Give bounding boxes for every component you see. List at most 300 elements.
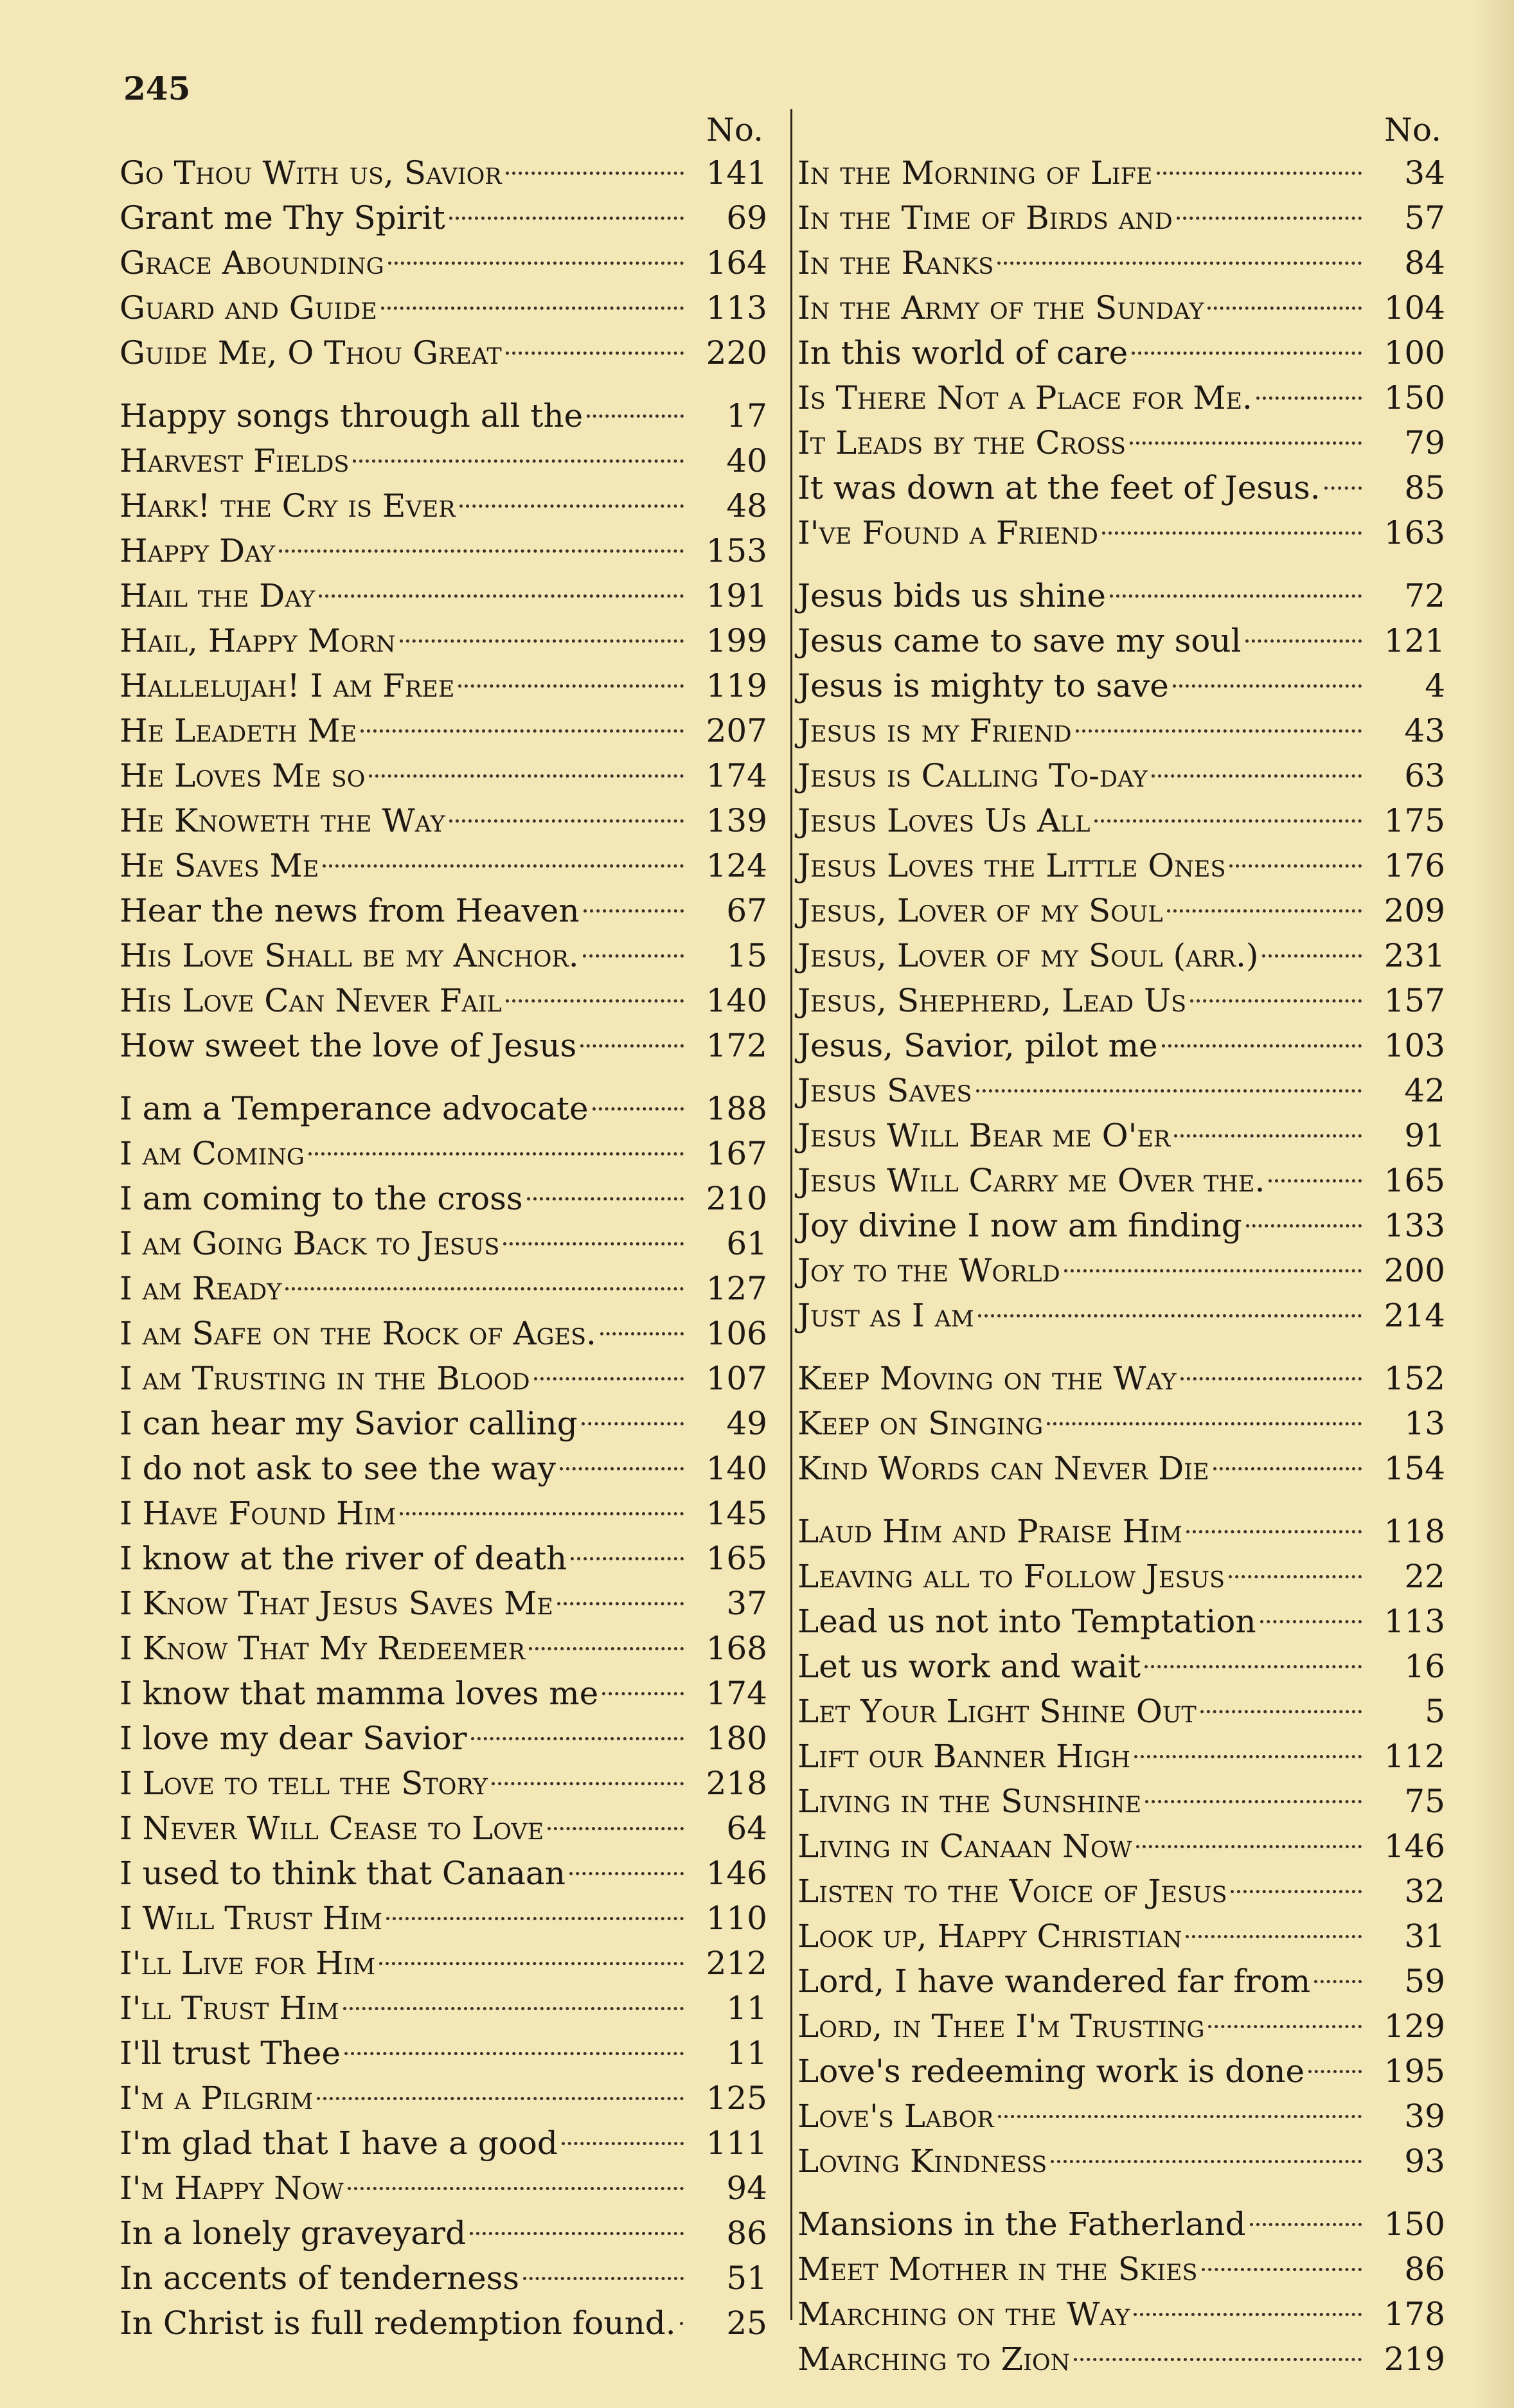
index-entry [797, 1023, 1445, 1068]
entry-number: 163 [1384, 514, 1445, 551]
entry-title: Lead us not into Temptation [797, 1603, 1256, 1640]
dot-leader [471, 1737, 684, 1740]
entry-title: Guide Me, O Thou Great [120, 334, 502, 371]
entry-title: I'm Happy Now [120, 2170, 344, 2207]
entry-number: 180 [706, 1720, 767, 1757]
dot-leader [470, 2232, 684, 2235]
dot-leader [998, 2115, 1362, 2118]
index-entry [120, 1401, 767, 1446]
index-entry [120, 1671, 767, 1716]
dot-leader [1213, 1467, 1362, 1470]
entry-title: I know at the river of death [120, 1540, 567, 1577]
entry-title: I Know That My Redeemer [120, 1630, 525, 1667]
dot-leader [506, 352, 684, 355]
index-entry [120, 798, 767, 843]
entry-title: He Leadeth Me [120, 712, 357, 749]
entry-title: In the Ranks [797, 244, 994, 281]
dot-leader [459, 504, 684, 508]
entry-number: 146 [1384, 1828, 1445, 1865]
entry-number: 176 [1384, 847, 1445, 884]
entry-number: 64 [726, 1810, 767, 1847]
index-entry [120, 1986, 767, 2031]
entry-title: Jesus Saves [797, 1072, 972, 1109]
entry-number: 231 [1384, 937, 1445, 974]
index-entry [797, 195, 1445, 240]
entry-number: 207 [706, 712, 767, 749]
entry-title: Mansions in the Fatherland [797, 2206, 1246, 2243]
index-entry [797, 420, 1445, 465]
entry-title: In a lonely graveyard [120, 2215, 467, 2252]
entry-list [120, 150, 767, 2346]
entry-number: 127 [706, 1270, 767, 1307]
entry-title: Leaving all to Follow Jesus [797, 1558, 1225, 1595]
entry-number: 104 [1384, 289, 1445, 326]
entry-title: Loving Kindness [797, 2143, 1047, 2180]
entry-title: In the Morning of Life [797, 154, 1153, 192]
dot-leader [529, 1647, 684, 1650]
dot-leader [1262, 954, 1362, 958]
dot-leader [587, 415, 684, 418]
index-entry [120, 1626, 767, 1671]
index-entry [120, 1023, 767, 1068]
entry-title: Jesus, Shepherd, Lead Us [797, 982, 1187, 1019]
index-entry [797, 1113, 1445, 1158]
index-entry [797, 2202, 1445, 2247]
entry-title: Kind Words can Never Die [797, 1450, 1209, 1487]
index-entry [120, 2166, 767, 2211]
entry-number: 141 [706, 154, 767, 192]
entry-number: 145 [706, 1495, 767, 1532]
dot-leader [1269, 1179, 1362, 1182]
dot-leader [400, 1512, 684, 1515]
entry-title: Hallelujah! I am Free [120, 667, 455, 704]
dot-leader [1144, 1665, 1362, 1668]
index-entry [797, 1356, 1445, 1401]
dot-leader [1134, 2313, 1362, 2316]
index-entry [120, 393, 767, 438]
entry-number: 119 [706, 667, 767, 704]
entry-number: 140 [706, 982, 767, 1019]
entry-number: 146 [706, 1855, 767, 1892]
entry-number: 40 [726, 442, 767, 479]
dot-leader [583, 909, 684, 913]
entry-title: I am Coming [120, 1135, 305, 1172]
dot-leader [569, 1872, 684, 1875]
entry-number: 125 [706, 2080, 767, 2117]
entry-number: 118 [1384, 1513, 1445, 1550]
entry-number: 157 [1384, 982, 1445, 1019]
entry-title: Meet Mother in the Skies [797, 2251, 1198, 2288]
index-entry [797, 1734, 1445, 1779]
dot-leader [1231, 1890, 1362, 1893]
entry-title: Is There Not a Place for Me. [797, 379, 1252, 416]
index-entry [120, 1266, 767, 1311]
entry-title: I Never Will Cease to Love [120, 1810, 544, 1847]
entry-number: 4 [1425, 667, 1445, 704]
index-entry [797, 465, 1445, 510]
dot-leader [1074, 2358, 1362, 2361]
dot-leader [548, 1827, 684, 1830]
entry-number: 86 [726, 2215, 767, 2252]
entry-title: Hail the Day [120, 577, 316, 614]
entry-number: 220 [706, 334, 767, 371]
entry-title: Lift our Banner High [797, 1738, 1130, 1775]
entry-title: Keep Moving on the Way [797, 1360, 1177, 1397]
entry-title: Love's Labor [797, 2098, 994, 2135]
index-entry [797, 1554, 1445, 1599]
dot-leader [1167, 909, 1362, 913]
entry-title: How sweet the love of Jesus [120, 1027, 577, 1064]
index-entry [120, 1716, 767, 1761]
entry-title: He Loves Me so [120, 757, 366, 794]
entry-title: I Will Trust Him [120, 1900, 382, 1937]
dot-leader [386, 1917, 684, 1920]
entry-number: 195 [1384, 2053, 1445, 2090]
index-entry [120, 933, 767, 978]
index-entry [120, 483, 767, 528]
index-entry [120, 1806, 767, 1851]
entry-title: Marching on the Way [797, 2296, 1130, 2333]
index-entry [120, 1086, 767, 1131]
index-entry [797, 798, 1445, 843]
entry-number: 61 [726, 1225, 767, 1262]
dot-leader [353, 459, 684, 463]
entry-number: 93 [1404, 2143, 1445, 2180]
entry-title: Laud Him and Praise Him [797, 1513, 1182, 1550]
entry-number: 167 [706, 1135, 767, 1172]
index-entry [797, 1446, 1445, 1491]
dot-leader [1076, 729, 1362, 733]
dot-leader [361, 729, 684, 733]
index-entry [797, 1068, 1445, 1113]
index-entry [120, 2031, 767, 2076]
entry-title: I've Found a Friend [797, 514, 1098, 551]
index-entry [120, 2076, 767, 2121]
entry-number: 164 [706, 244, 767, 281]
dot-leader [571, 1557, 684, 1560]
index-entry [797, 2292, 1445, 2337]
index-entry [120, 330, 767, 375]
dot-leader [557, 1602, 684, 1605]
index-entry [797, 933, 1445, 978]
dot-leader [1260, 1620, 1362, 1623]
entry-title: Jesus Loves Us All [797, 802, 1091, 839]
index-entry [797, 1599, 1445, 1644]
index-entry [797, 330, 1445, 375]
number-column-header: No. [706, 111, 763, 148]
dot-leader [458, 684, 684, 688]
dot-leader [976, 1089, 1362, 1093]
dot-leader [1110, 594, 1362, 598]
entry-title: I am Ready [120, 1270, 282, 1307]
index-entry [120, 1761, 767, 1806]
dot-leader [285, 1287, 684, 1290]
index-entry [120, 1446, 767, 1491]
entry-number: 15 [726, 937, 767, 974]
entry-title: It Leads by the Cross [797, 424, 1127, 461]
index-entry [797, 888, 1445, 933]
entry-title: Joy to the World [797, 1252, 1060, 1289]
entry-title: Hark! the Cry is Ever [120, 487, 456, 524]
index-entry [120, 195, 767, 240]
index-entry [797, 1401, 1445, 1446]
entry-title: I am a Temperance advocate [120, 1090, 589, 1127]
index-entry [797, 1689, 1445, 1734]
entry-number: 49 [726, 1405, 767, 1442]
index-entry [797, 1869, 1445, 1914]
entry-number: 5 [1425, 1693, 1445, 1730]
dot-leader [1094, 819, 1362, 823]
index-entry [120, 240, 767, 285]
index-entry [797, 2094, 1445, 2139]
dot-leader [343, 2007, 684, 2010]
index-entry [797, 1959, 1445, 2004]
entry-title: Listen to the Voice of Jesus [797, 1873, 1227, 1910]
dot-leader [1047, 1422, 1362, 1425]
index-entry [797, 1248, 1445, 1293]
dot-leader [1256, 397, 1362, 400]
dot-leader [379, 1962, 684, 1965]
dot-leader [1186, 1530, 1362, 1533]
entry-title: I can hear my Savior calling [120, 1405, 578, 1442]
dot-leader [1130, 441, 1362, 445]
entry-title: Living in the Sunshine [797, 1783, 1142, 1820]
entry-title: Jesus, Lover of my Soul [797, 892, 1163, 929]
dot-leader [1314, 1980, 1362, 1983]
entry-number: 174 [706, 757, 767, 794]
entry-number: 31 [1404, 1918, 1445, 1955]
entry-title: Hear the news from Heaven [120, 892, 580, 929]
index-entry [120, 438, 767, 483]
dot-leader [600, 1332, 684, 1335]
entry-number: 106 [706, 1315, 767, 1352]
entry-number: 154 [1384, 1450, 1445, 1487]
entry-title: In this world of care [797, 334, 1128, 371]
entry-number: 174 [706, 1675, 767, 1712]
entry-title: Hail, Happy Morn [120, 622, 396, 659]
entry-number: 37 [726, 1585, 767, 1622]
index-entry [797, 843, 1445, 888]
entry-number: 94 [726, 2170, 767, 2207]
entry-number: 79 [1404, 424, 1445, 461]
dot-leader [279, 549, 684, 553]
entry-number: 67 [726, 892, 767, 929]
index-entry [797, 375, 1445, 420]
entry-title: Jesus Will Bear me O'er [797, 1117, 1171, 1154]
entry-title: I'll Trust Him [120, 1990, 339, 2027]
dot-leader [449, 217, 684, 220]
entry-number: 85 [1404, 469, 1445, 506]
dot-leader [1051, 2160, 1362, 2163]
entry-number: 63 [1404, 757, 1445, 794]
dot-leader [319, 594, 684, 598]
index-entry [120, 843, 767, 888]
entry-number: 199 [706, 622, 767, 659]
entry-title: His Love Shall be my Anchor. [120, 937, 579, 974]
entry-number: 11 [726, 2035, 767, 2072]
entry-number: 218 [706, 1765, 767, 1802]
entry-title: Guard and Guide [120, 289, 377, 326]
entry-number: 22 [1404, 1558, 1445, 1595]
index-entry [120, 978, 767, 1023]
entry-title: Jesus bids us shine [797, 577, 1107, 614]
entry-title: Grace Abounding [120, 244, 384, 281]
entry-title: I'm glad that I have a good [120, 2125, 558, 2162]
entry-title: I Love to tell the Story [120, 1765, 488, 1802]
entry-number: 140 [706, 1450, 767, 1487]
dot-leader [506, 172, 684, 175]
entry-number: 91 [1404, 1117, 1445, 1154]
dot-leader [506, 999, 684, 1003]
index-entry [797, 1914, 1445, 1959]
dot-leader [1174, 1134, 1362, 1137]
entry-title: I'll Live for Him [120, 1945, 376, 1982]
entry-title: In the Time of Birds and [797, 199, 1173, 236]
entry-number: 165 [706, 1540, 767, 1577]
dot-leader [1202, 2268, 1362, 2271]
index-entry [797, 753, 1445, 798]
entry-number: 209 [1384, 892, 1445, 929]
index-entry [120, 618, 767, 663]
entry-title: It was down at the feet of Jesus. [797, 469, 1321, 506]
entry-number: 188 [706, 1090, 767, 1127]
index-entry [797, 1824, 1445, 1869]
entry-number: 168 [706, 1630, 767, 1667]
index-entry [120, 1356, 767, 1401]
dot-leader [1136, 1845, 1362, 1848]
index-entry [797, 618, 1445, 663]
entry-number: 113 [706, 289, 767, 326]
entry-title: Jesus is my Friend [797, 712, 1072, 749]
index-entry [797, 1644, 1445, 1689]
entry-number: 210 [706, 1180, 767, 1217]
dot-leader [1180, 1377, 1362, 1380]
dot-leader [1145, 1800, 1362, 1803]
entry-number: 17 [726, 397, 767, 434]
dot-leader [1207, 307, 1362, 310]
entry-number: 103 [1384, 1027, 1445, 1064]
page-number: 245 [123, 69, 191, 107]
dot-leader [1064, 1269, 1362, 1272]
entry-number: 110 [706, 1900, 767, 1937]
entry-number: 51 [726, 2260, 767, 2297]
index-entry [120, 1131, 767, 1176]
index-entry [120, 1176, 767, 1221]
index-entry [120, 1581, 767, 1626]
entry-title: Jesus came to save my soul [797, 622, 1242, 659]
dot-leader [317, 2097, 684, 2100]
entry-number: 112 [1384, 1738, 1445, 1775]
entry-number: 107 [706, 1360, 767, 1397]
index-entry [797, 150, 1445, 195]
dot-leader [1186, 1935, 1362, 1938]
entry-number: 57 [1404, 199, 1445, 236]
dot-leader [680, 2322, 684, 2325]
entry-number: 133 [1384, 1207, 1445, 1244]
index-entry [797, 510, 1445, 555]
index-entry [120, 573, 767, 618]
entry-number: 43 [1404, 712, 1445, 749]
entry-title: In accents of tenderness [120, 2260, 520, 2297]
entry-number: 16 [1404, 1648, 1445, 1685]
index-entry [797, 1158, 1445, 1203]
entry-title: I do not ask to see the way [120, 1450, 557, 1487]
dot-leader [582, 1422, 684, 1425]
entry-number: 13 [1404, 1405, 1445, 1442]
index-entry [797, 2247, 1445, 2292]
entry-title: Look up, Happy Christian [797, 1918, 1182, 1955]
index-entry [120, 1311, 767, 1356]
entry-list [797, 150, 1445, 2382]
entry-title: I am Safe on the Rock of Ages. [120, 1315, 596, 1352]
dot-leader [1246, 1224, 1362, 1227]
index-entry [797, 978, 1445, 1023]
entry-number: 175 [1384, 802, 1445, 839]
entry-number: 153 [706, 532, 767, 569]
dot-leader [997, 262, 1362, 265]
entry-title: I'm a Pilgrim [120, 2080, 314, 2117]
index-entry [120, 888, 767, 933]
index-entry [797, 285, 1445, 330]
entry-number: 124 [706, 847, 767, 884]
index-entry [120, 150, 767, 195]
entry-number: 75 [1404, 1783, 1445, 1820]
entry-title: I Know That Jesus Saves Me [120, 1585, 553, 1622]
dot-leader [1250, 2223, 1362, 2226]
dot-leader [978, 1314, 1362, 1317]
index-entry [120, 1491, 767, 1536]
entry-title: Happy Day [120, 532, 276, 569]
entry-title: I Have Found Him [120, 1495, 396, 1532]
dot-leader [523, 2277, 684, 2280]
entry-title: Joy divine I now am finding [797, 1207, 1242, 1244]
dot-leader [560, 1467, 684, 1470]
index-entry [120, 1896, 767, 1941]
entry-number: 121 [1384, 622, 1445, 659]
entry-number: 212 [706, 1945, 767, 1982]
index-column-right [790, 109, 1445, 2378]
entry-title: Jesus Will Carry me Over the. [797, 1162, 1265, 1199]
index-entry [797, 1509, 1445, 1554]
entry-number: 200 [1384, 1252, 1445, 1289]
entry-number: 42 [1404, 1072, 1445, 1109]
index-entry [120, 1941, 767, 1986]
entry-title: Lord, in Thee I'm Trusting [797, 2008, 1205, 2045]
dot-leader [562, 2142, 684, 2145]
entry-number: 150 [1384, 379, 1445, 416]
dot-leader [1134, 1755, 1362, 1758]
dot-leader [1157, 172, 1362, 175]
entry-number: 165 [1384, 1162, 1445, 1199]
entry-number: 39 [1404, 2098, 1445, 2135]
dot-leader [344, 2052, 684, 2055]
entry-title: In the Army of the Sunday [797, 289, 1204, 326]
index-entry [120, 285, 767, 330]
dot-leader [323, 864, 684, 868]
dot-leader [1177, 217, 1362, 220]
entry-title: Marching to Zion [797, 2341, 1071, 2378]
entry-number: 72 [1404, 577, 1445, 614]
entry-number: 11 [726, 1990, 767, 2027]
entry-number: 84 [1404, 244, 1445, 281]
dot-leader [400, 639, 684, 643]
dot-leader [1132, 352, 1362, 355]
index-entry [120, 528, 767, 573]
entry-title: Jesus is Calling To-day [797, 757, 1148, 794]
index-entry [797, 1203, 1445, 1248]
dot-leader [369, 774, 684, 778]
entry-title: Harvest Fields [120, 442, 350, 479]
